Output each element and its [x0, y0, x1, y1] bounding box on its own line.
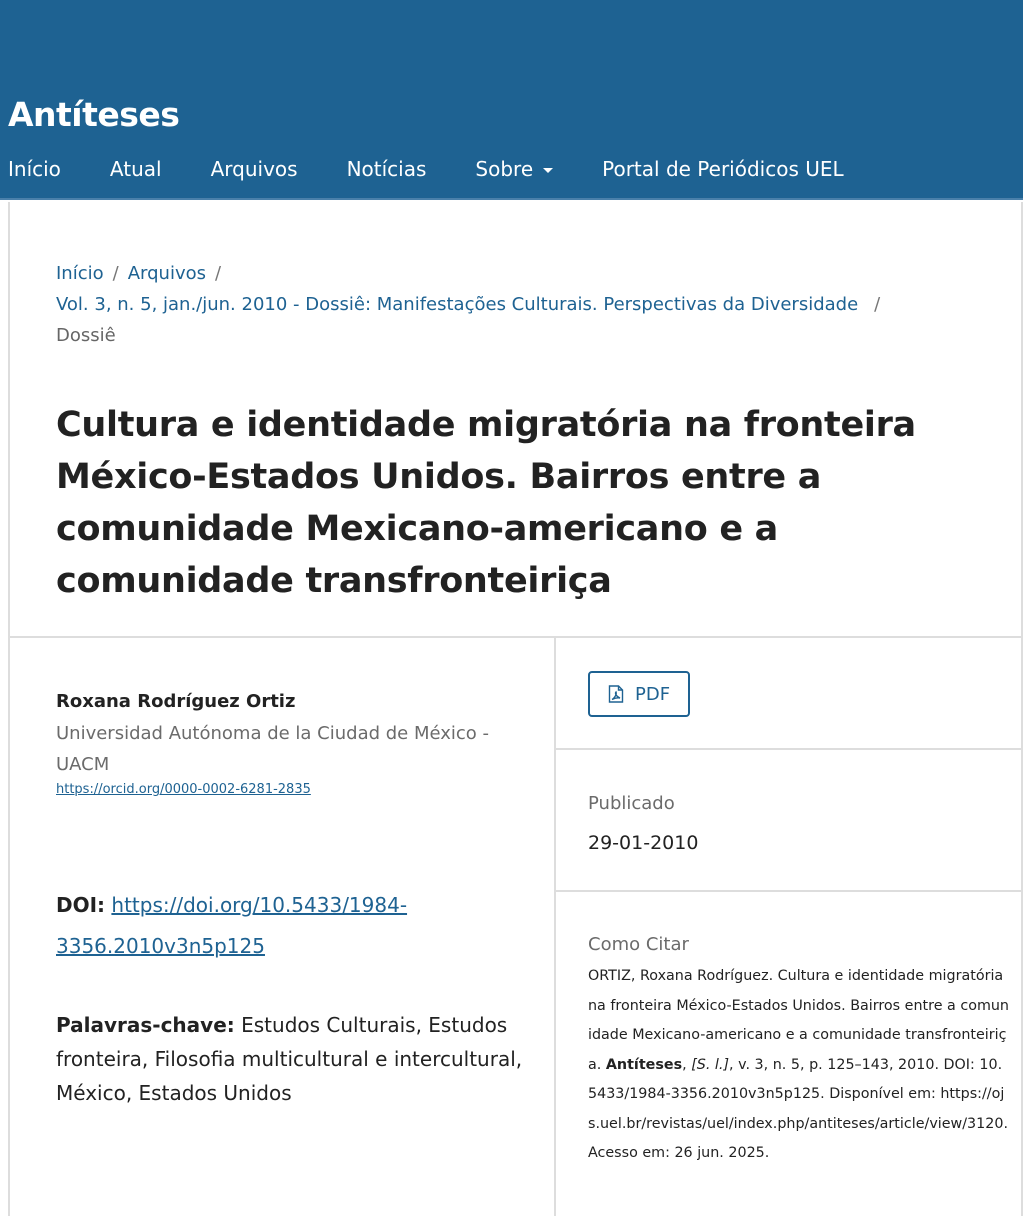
breadcrumb: [56, 258, 976, 351]
site-title[interactable]: Antíteses: [8, 95, 180, 134]
doi-section: [56, 885, 526, 967]
citation-part: ORTIZ, Roxana Rodríguez. Cultura e identidade migratória na fronteira México-Estados Unidos. Bairros entre a comunidade Mexicano-americano e a comunidade transfronteiriça.: [588, 968, 1009, 1073]
nav-label: Sobre: [475, 157, 534, 181]
author-section: [56, 690, 526, 797]
author-affiliation: Universidad Autónoma de la Ciudad de México - UACM: [56, 723, 490, 775]
site-header: [0, 0, 1023, 200]
keywords-label: Palavras-chave:: [56, 1013, 235, 1037]
nav-item-sobre[interactable]: [475, 157, 553, 181]
main-nav: [8, 157, 893, 181]
pdf-download-button[interactable]: [588, 671, 690, 717]
breadcrumb-issue[interactable]: Vol. 3, n. 5, jan./jun. 2010 - Dossiê: Manifestações Culturais. Perspectivas da Diversidade: [56, 294, 859, 315]
citation-part: , v. 3, n. 5, p. 125–143, 2010. DOI: 10.5433/1984-3356.2010v3n5p125. Disponível em: https://ojs.uel.br/revistas/uel/index.php/antiteses/article/view/3120. Acesso em: 26 jun. 2025.: [588, 1056, 1008, 1161]
author-name: Roxana Rodríguez Ortiz: [56, 691, 296, 712]
nav-label: Atual: [109, 157, 162, 181]
breadcrumb-separator: /: [215, 263, 222, 284]
pdf-label: PDF: [635, 683, 671, 705]
breadcrumb-separator: /: [874, 294, 881, 315]
article-sidebar: [556, 638, 1023, 1169]
nav-item-inicio[interactable]: [8, 157, 61, 181]
keywords-value: Estudos Culturais, Estudos fronteira, Filosofia multicultural e intercultural, México, Estados Unidos: [56, 1013, 523, 1105]
caret-down-icon: [543, 168, 553, 173]
nav-item-portal[interactable]: [602, 157, 844, 181]
doi-label: DOI:: [56, 893, 106, 917]
nav-label: Notícias: [346, 157, 427, 181]
citation-part: ,: [682, 1056, 692, 1073]
galley-section: [556, 638, 1023, 750]
published-label: Publicado: [588, 793, 675, 814]
nav-item-arquivos[interactable]: [211, 157, 298, 181]
citation-journal: Antíteses: [605, 1056, 683, 1073]
pdf-file-icon: [608, 685, 624, 703]
article-title: Cultura e identidade migratória na fronteira México-Estados Unidos. Bairros entre a comunidade Mexicano-americano e a comunidade transfronteiriça: [56, 405, 916, 601]
article-page: [8, 202, 1023, 1216]
orcid-link[interactable]: https://orcid.org/0000-0002-6281-2835: [56, 782, 311, 797]
breadcrumb-inicio[interactable]: Início: [56, 263, 104, 284]
doi-link[interactable]: https://doi.org/10.5433/1984-3356.2010v3n5p125: [56, 893, 408, 958]
keywords-section: [56, 1008, 526, 1110]
citation-place: [S. l.]: [691, 1056, 730, 1073]
breadcrumb-current: Dossiê: [56, 325, 116, 346]
nav-item-noticias[interactable]: [347, 157, 427, 181]
nav-label: Portal de Periódicos UEL: [602, 157, 844, 181]
citation-section: [556, 892, 1023, 1169]
published-date: 29-01-2010: [588, 832, 699, 854]
published-section: [556, 750, 1023, 892]
nav-label: Início: [8, 157, 61, 181]
breadcrumb-arquivos[interactable]: Arquivos: [127, 263, 206, 284]
nav-label: Arquivos: [210, 157, 298, 181]
nav-item-atual[interactable]: [110, 157, 162, 181]
citation-text: [588, 962, 1011, 1169]
breadcrumb-separator: /: [112, 263, 119, 284]
citation-label: Como Citar: [588, 934, 689, 955]
